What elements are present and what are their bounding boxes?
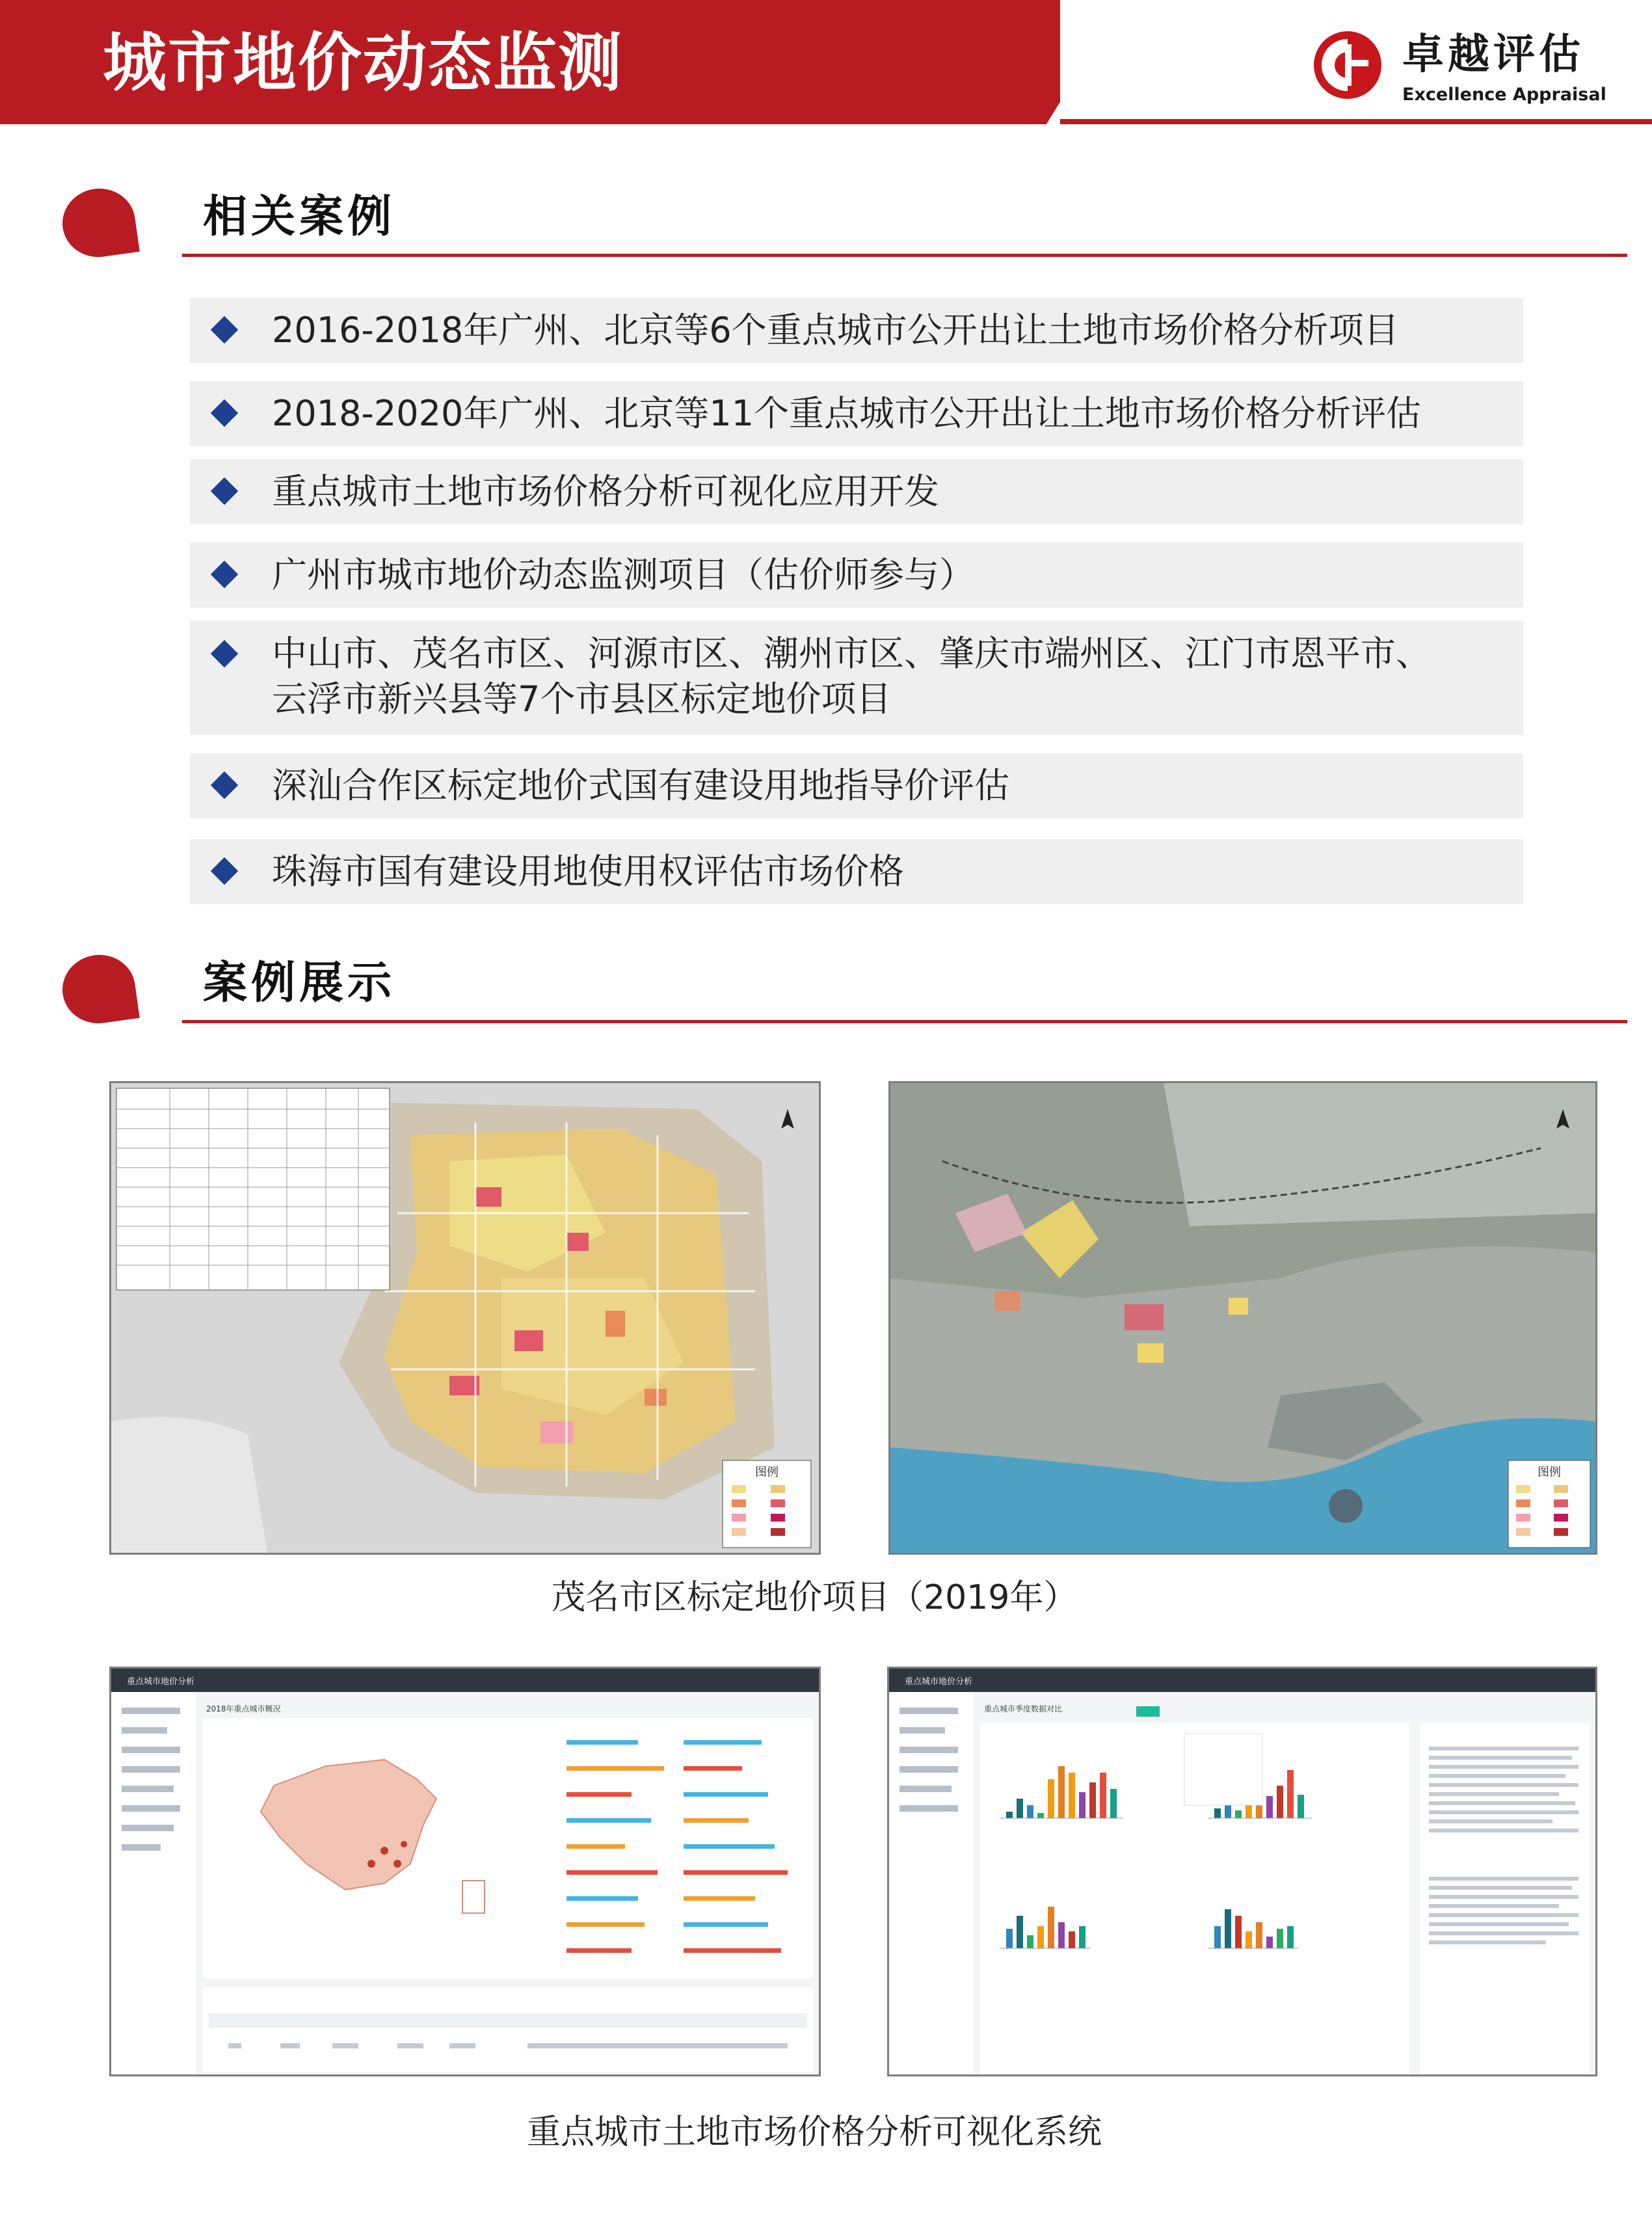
diamond-bullet-icon	[211, 316, 238, 343]
section-rule	[182, 254, 1627, 257]
section-case-display	[0, 955, 1652, 1033]
land-price-map-right	[888, 1081, 1597, 1555]
case-text: 中山市、茂名市区、河源市区、潮州市区、肇庆市端州区、江门市恩平市、 云浮市新兴县等7个市县区标定地价项目	[272, 633, 1431, 719]
map-legend-title: 图例	[755, 1466, 779, 1479]
dashboard-page-title: 重点城市季度数据对比	[984, 1704, 1063, 1713]
section-rule	[182, 1020, 1627, 1023]
dashboard-app-title: 重点城市地价分析	[905, 1677, 973, 1687]
diamond-bullet-icon	[211, 640, 238, 667]
list-item	[190, 753, 1523, 818]
list-item	[190, 543, 1523, 608]
section-related-cases	[0, 189, 1652, 267]
case-text: 2016-2018年广州、北京等6个重点城市公开出让土地市场价格分析项目	[272, 310, 1399, 351]
land-price-map-left	[109, 1081, 821, 1555]
case-text: 2018-2020年广州、北京等11个重点城市公开出让土地市场价格分析评估	[272, 393, 1422, 434]
dashboard-app-title: 重点城市地价分析	[127, 1677, 195, 1687]
list-item	[190, 839, 1523, 904]
logo-english-name: Excellence Appraisal	[1402, 85, 1606, 105]
dashboard-screenshot-left	[109, 1667, 821, 2076]
diamond-bullet-icon	[211, 561, 238, 588]
dashboard-caption: 重点城市土地市场价格分析可视化系统	[527, 2113, 1102, 2152]
section-title: 相关案例	[203, 191, 396, 243]
section-title: 案例展示	[203, 958, 396, 1009]
section-marker-icon	[58, 184, 140, 262]
page-title: 城市地价动态监测	[103, 26, 624, 100]
case-text: 广州市城市地价动态监测项目（估价师参与）	[272, 554, 974, 595]
diamond-bullet-icon	[211, 477, 238, 505]
company-logo	[1312, 30, 1618, 108]
logo-chinese-name: 卓越评估	[1402, 31, 1584, 79]
logo-mark-icon	[1312, 30, 1383, 100]
list-item	[190, 459, 1523, 524]
case-text: 深汕合作区标定地价式国有建设用地指导价评估	[272, 765, 1009, 806]
diamond-bullet-icon	[211, 399, 238, 427]
list-item	[190, 621, 1523, 735]
diamond-bullet-icon	[211, 772, 238, 799]
dashboard-screenshot-right	[887, 1667, 1597, 2076]
list-item	[190, 381, 1523, 446]
case-text: 重点城市土地市场价格分析可视化应用开发	[272, 471, 939, 512]
header-rule	[1060, 119, 1652, 124]
dashboard-page-title: 2018年重点城市概况	[206, 1704, 281, 1713]
diamond-bullet-icon	[211, 857, 238, 885]
map-caption: 茂名市区标定地价项目（2019年）	[552, 1578, 1078, 1617]
list-item	[190, 298, 1523, 363]
case-text: 珠海市国有建设用地使用权评估市场价格	[272, 851, 904, 892]
section-marker-icon	[58, 950, 140, 1028]
map-legend-title: 图例	[1538, 1466, 1561, 1479]
